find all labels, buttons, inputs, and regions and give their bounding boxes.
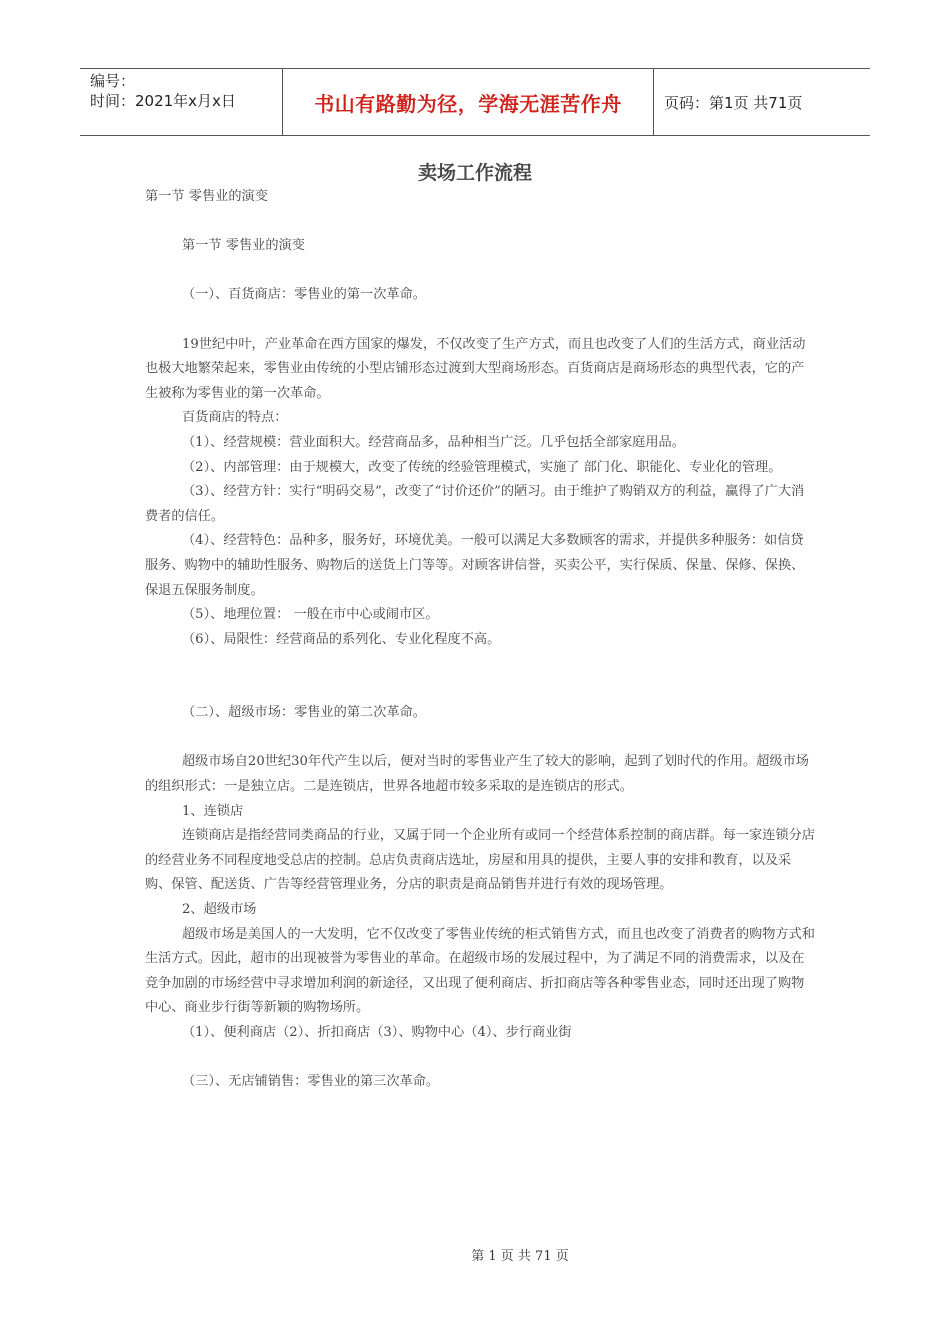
paragraph: 超级市场自20世纪30年代产生以后，便对当时的零售业产生了较大的影响，起到了划时代的作用。超级市场的组织形式：一是独立店。二是连锁店，世界各地超市较多采取的是连锁店的形式。 bbox=[145, 754, 809, 795]
section-subtitle: 第一节 零售业的演变 bbox=[145, 189, 268, 204]
number-label: 编号： bbox=[90, 72, 136, 90]
header-page-cell bbox=[654, 69, 870, 135]
footer-page-number: 第 1 页 共 71 页 bbox=[471, 1249, 569, 1264]
list-item: （2）、内部管理：由于规模大，改变了传统的经验管理模式，实施了 部门化、职能化、专业化的管理。 bbox=[182, 459, 782, 475]
list-item: （1）、便利商店（2）、折扣商店（3）、购物中心（4）、步行商业街 bbox=[182, 1025, 572, 1040]
list-item: （6）、局限性：经营商品的系列化、专业化程度不高。 bbox=[182, 631, 501, 647]
document-title: 卖场工作流程 bbox=[417, 162, 532, 184]
page-info: 页码：第1页 共71页 bbox=[664, 93, 803, 112]
page-footer bbox=[0, 1245, 950, 1264]
list-item: （4）、经营特色：品种多，服务好，环境优美。一般可以满足大多数顾客的需求，并提供多种服务：如信贷服务、购物中的辅助性服务、购物后的送货上门等等。对顾客讲信誉，买卖公平，实行保质、保量、保修、保换、保退五保服务制度。 bbox=[145, 533, 805, 598]
paragraph: 超级市场是美国人的一大发明，它不仅改变了零售业传统的柜式销售方式，而且也改变了消费者的购物方式和生活方式。因此，超市的出现被誉为零售业的革命。在超级市场的发展过程中，为了满足不同的消费需求，以及在竞争加剧的市场经营中寻求增加利润的新途径，又出现了便利商店、折扣商店等各种零售业态，同时还出现了购物中心、商业步行街等新颖的购物场所。 bbox=[145, 926, 815, 1016]
list-item: （1）、经营规模：营业面积大。经营商品多，品种相当广泛。几乎包括全部家庭用品。 bbox=[182, 434, 685, 450]
header-left-cell bbox=[80, 69, 282, 135]
paragraph: 19世纪中叶，产业革命在西方国家的爆发，不仅改变了生产方式，而且也改变了人们的生活方式，商业活动也极大地繁荣起来，零售业由传统的小型店铺形态过渡到大型商场形态。百货商店是商场形态的典型代表，它的产生被称为零售业的第一次革命。 bbox=[145, 336, 806, 401]
motto-text: 书山有路勤为径，学海无涯苦作舟 bbox=[314, 91, 622, 116]
paragraph: 百货商店的特点： bbox=[182, 410, 288, 426]
list-item: （3）、经营方针：实行“明码交易”，改变了“讨价还价”的陋习。由于维护了购销双方的利益，赢得了广大消费者的信任。 bbox=[145, 484, 805, 524]
section-heading: 第一节 零售业的演变 bbox=[182, 238, 305, 254]
header-table bbox=[80, 68, 870, 136]
subsection-heading: （二）、超级市场：零售业的第二次革命。 bbox=[182, 705, 426, 721]
item-heading: 2、超级市场 bbox=[182, 902, 257, 918]
paragraph: 连锁商店是指经营同类商品的行业，又属于同一个企业所有或同一个经营体系控制的商店群。每一家连锁分店的经营业务不同程度地受总店的控制。总店负责商店选址，房屋和用具的提供，主要人事的安排和教育，以及采购、保管、配送货、广告等经营管理业务，分店的职责是商品销售并进行有效的现场管理。 bbox=[145, 828, 815, 893]
subsection-heading: （三）、无店铺销售：零售业的第三次革命。 bbox=[182, 1074, 440, 1090]
header-motto-cell bbox=[282, 69, 654, 135]
document-body bbox=[145, 185, 815, 1095]
item-heading: 1、连锁店 bbox=[182, 803, 244, 819]
list-item: （5）、地理位置： 一般在市中心或闹市区。 bbox=[182, 607, 439, 623]
subsection-heading: （一）、百货商店：零售业的第一次革命。 bbox=[182, 287, 426, 303]
time-label: 时间：2021年x月x日 bbox=[90, 92, 236, 110]
